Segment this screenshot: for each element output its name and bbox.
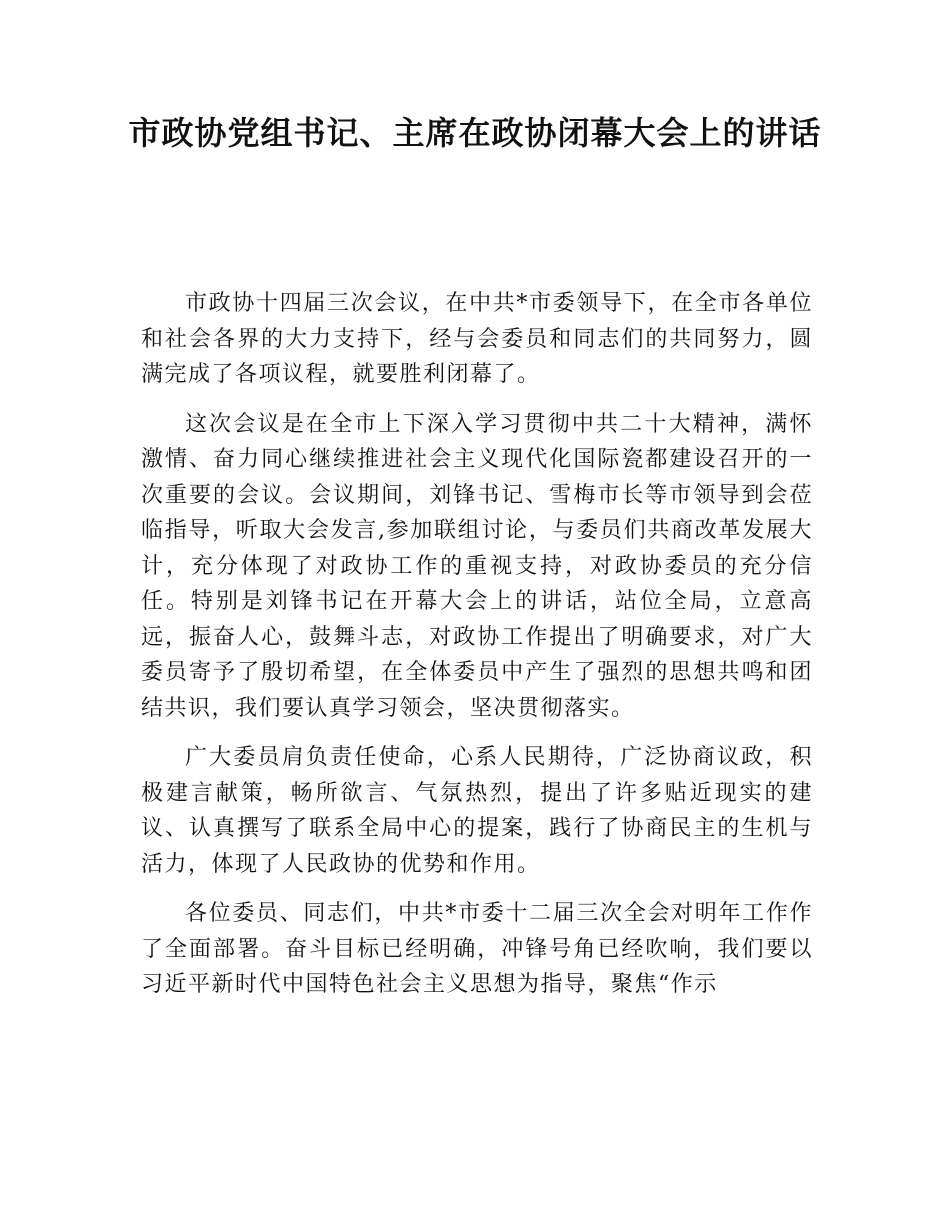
- document-title: 市政协党组书记、主席在政协闭幕大会上的讲话: [128, 114, 822, 152]
- paragraph-2: 这次会议是在全市上下深入学习贯彻中共二十大精神，满怀激情、奋力同心继续推进社会主义现代化国际瓷都建设召开的一次重要的会议。会议期间，刘锋书记、雪梅市长等市领导到会莅临指导，听取大会发言,参加联组讨论，与委员们共商改革发展大计，充分体现了对政协工作的重视支持，对政协委员的充分信任。特别是刘锋书记在开幕大会上的讲话，站位全局，立意高远，振奋人心，鼓舞斗志，对政协工作提出了明确要求，对广大委员寄予了殷切希望，在全体委员中产生了强烈的思想共鸣和团结共识，我们要认真学习领会，坚决贯彻落实。: [141, 411, 813, 721]
- paragraph-3: 广大委员肩负责任使命，心系人民期待，广泛协商议政，积极建言献策，畅所欲言、气氛热烈，提出了许多贴近现实的建议、认真撰写了联系全局中心的提案，践行了协商民主的生机与活力，体现了人民政协的优势和作用。: [141, 745, 813, 877]
- paragraph-1: 市政协十四届三次会议，在中共*市委领导下，在全市各单位和社会各界的大力支持下，经与会委员和同志们的共同努力，圆满完成了各项议程，就要胜利闭幕了。: [141, 291, 813, 387]
- document-body: [141, 286, 813, 1017]
- paragraph-4: 各位委员、同志们，中共*市委十二届三次全会对明年工作作了全面部署。奋斗目标已经明确，冲锋号角已经吹响，我们要以习近平新时代中国特色社会主义思想为指导，聚焦“作示: [141, 901, 813, 997]
